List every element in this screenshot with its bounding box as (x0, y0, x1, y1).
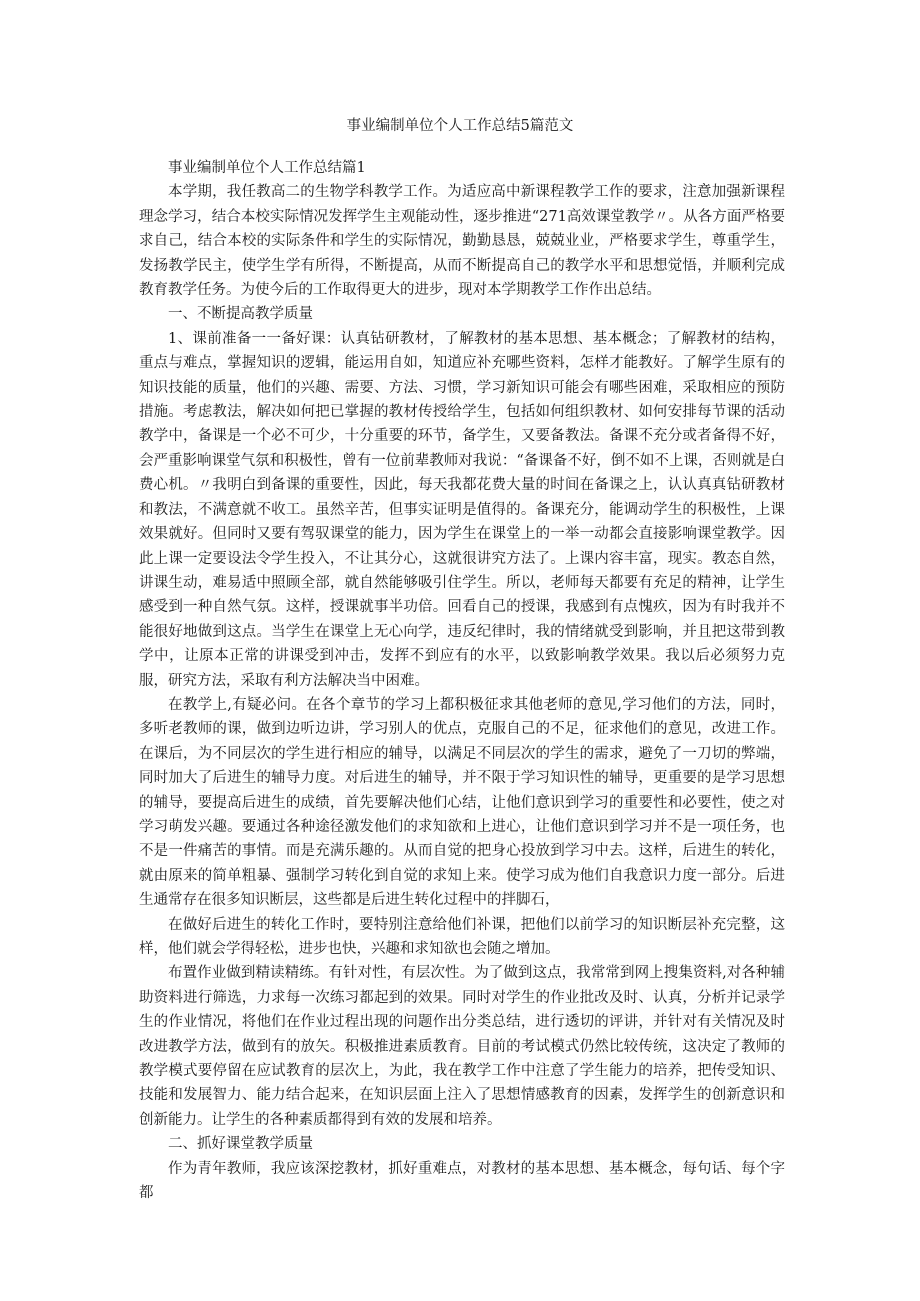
heading-1: 一、不断提高教学质量 (168, 306, 313, 323)
heading-2: 二、抓好课堂教学质量 (168, 1136, 313, 1153)
section-title: 事业编制单位个人工作总结篇1 (168, 160, 366, 176)
paragraph-teaching: 在教学上,有疑必问。在各个章节的学习上都积极征求其他老师的意见,学习他们的方法，同时，多听老教师的课，做到边听边讲，学习别人的优点，克服自己的不足，征求他们的意见，改进工作。在课后，为不同层次的学生进行相应的辅导，以满足不同层次的学生的需求，避免了一刀切的弊端，同时加大了后进生的辅导力度。对后进生的辅导，并不限于学习知识性的辅导，更重要的是学习思想的辅导，要提高后进生的成绩，首先要解决他们心结，让他们意识到学习的重要性和必要性，使之对学习萌发兴趣。要通过各种途径激发他们的求知欲和上进心，让他们意识到学习并不是一项任务，也不是一件痛苦的事情。而是充满乐趣的。从而自觉的把身心投放到学习中去。这样，后进生的转化，就由原来的简单粗暴、强制学习转化到自觉的求知上来。使学习成为他们自我意识力度一部分。后进生通常存在很多知识断层，这些都是后进生转化过程中的拌脚石， (139, 696, 785, 909)
paragraph-tutoring: 在做好后进生的转化工作时，要特别注意给他们补课，把他们以前学习的知识断层补充完整，这样，他们就会学得轻松，进步也快，兴趣和求知欲也会随之增加。 (139, 916, 785, 957)
document-title: 事业编制单位个人工作总结5篇范文 (346, 118, 574, 134)
paragraph-lesson-prep: 1、课前准备一一备好课：认真钻研教材，了解教材的基本思想、基本概念；了解教材的结构，重点与难点，掌握知识的逻辑，能运用自如，知道应补充哪些资料，怎样才能教好。了解学生原有的知识技能的质量，他们的兴趣、需要、方法、习惯，学习新知识可能会有哪些困难，采取相应的预防措施。考虑教法，解决如何把已掌握的教材传授给学生，包括如何组织教材、如何安排每节课的活动教学中，备课是一个必不可少，十分重要的环节，备学生，又要备教法。备课不充分或者备得不好，会严重影响课堂气氛和积极性，曾有一位前辈教师对我说：“备课备不好，倒不如不上课，否则就是白费心机。〃我明白到备课的重要性，因此，每天我都花费大量的时间在备课之上，认认真真钻研教材和教法，不满意就不收工。虽然辛苦，但事实证明是值得的。备课充分，能调动学生的积极性，上课效果就好。但同时又要有驾驭课堂的能力，因为学生在课堂上的一举一动都会直接影响课堂教学。因此上课一定要设法令学生投入，不让其分心，这就很讲究方法了。上课内容丰富，现实。教态自然，讲课生动，难易适中照顾全部，就自然能够吸引住学生。所以，老师每天都要有充足的精神，让学生感受到一种自然气氛。这样，授课就事半功倍。回看自己的授课，我感到有点愧疚，因为有时我并不能很好地做到这点。当学生在课堂上无心向学，违反纪律时，我的情绪就受到影响，并且把这带到教学中，让原本正常的讲课受到冲击，发挥不到应有的水平，以致影响教学效果。我以后必须努力克服，研究方法，采取有利方法解决当中困难。 (139, 330, 785, 689)
paragraph-intro: 本学期，我任教高二的生物学科教学工作。为适应高中新课程教学工作的要求，注意加强新课程理念学习，结合本校实际情况发挥学生主观能动性，逐步推进“271高效课堂教学〃。从各方面严格要求自己，结合本校的实际条件和学生的实际情况，勤勤恳恳，兢兢业业，严格要求学生，尊重学生，发扬教学民主，使学生学有所得，不断提高，从而不断提高自己的教学水平和思想觉悟，并顺利完成教育教学任务。为使今后的工作取得更大的进步，现对本学期教学工作作出总结。 (139, 184, 785, 299)
paragraph-young-teacher: 作为青年教师，我应该深挖教材，抓好重难点，对教材的基本思想、基本概念，每句话、每个字都 (139, 1160, 785, 1202)
document-body (139, 156, 785, 1205)
paragraph-homework: 布置作业做到精读精练。有针对性，有层次性。为了做到这点，我常常到网上搜集资料,对各种辅助资料进行筛选，力求每一次练习都起到的效果。同时对学生的作业批改及时、认真，分析并记录学生的作业情况，将他们在作业过程出现的问题作出分类总结，进行透切的评讲，并针对有关情况及时改进教学方法，做到有的放矢。积极推进素质教育。目前的考试模式仍然比较传统，这决定了教师的教学模式要停留在应试教育的层次上，为此，我在教学工作中注意了学生能力的培养，把传受知识、技能和发展智力、能力结合起来，在知识层面上注入了思想情感教育的因素，发挥学生的创新意识和创新能力。让学生的各种素质都得到有效的发展和培养。 (139, 965, 785, 1128)
